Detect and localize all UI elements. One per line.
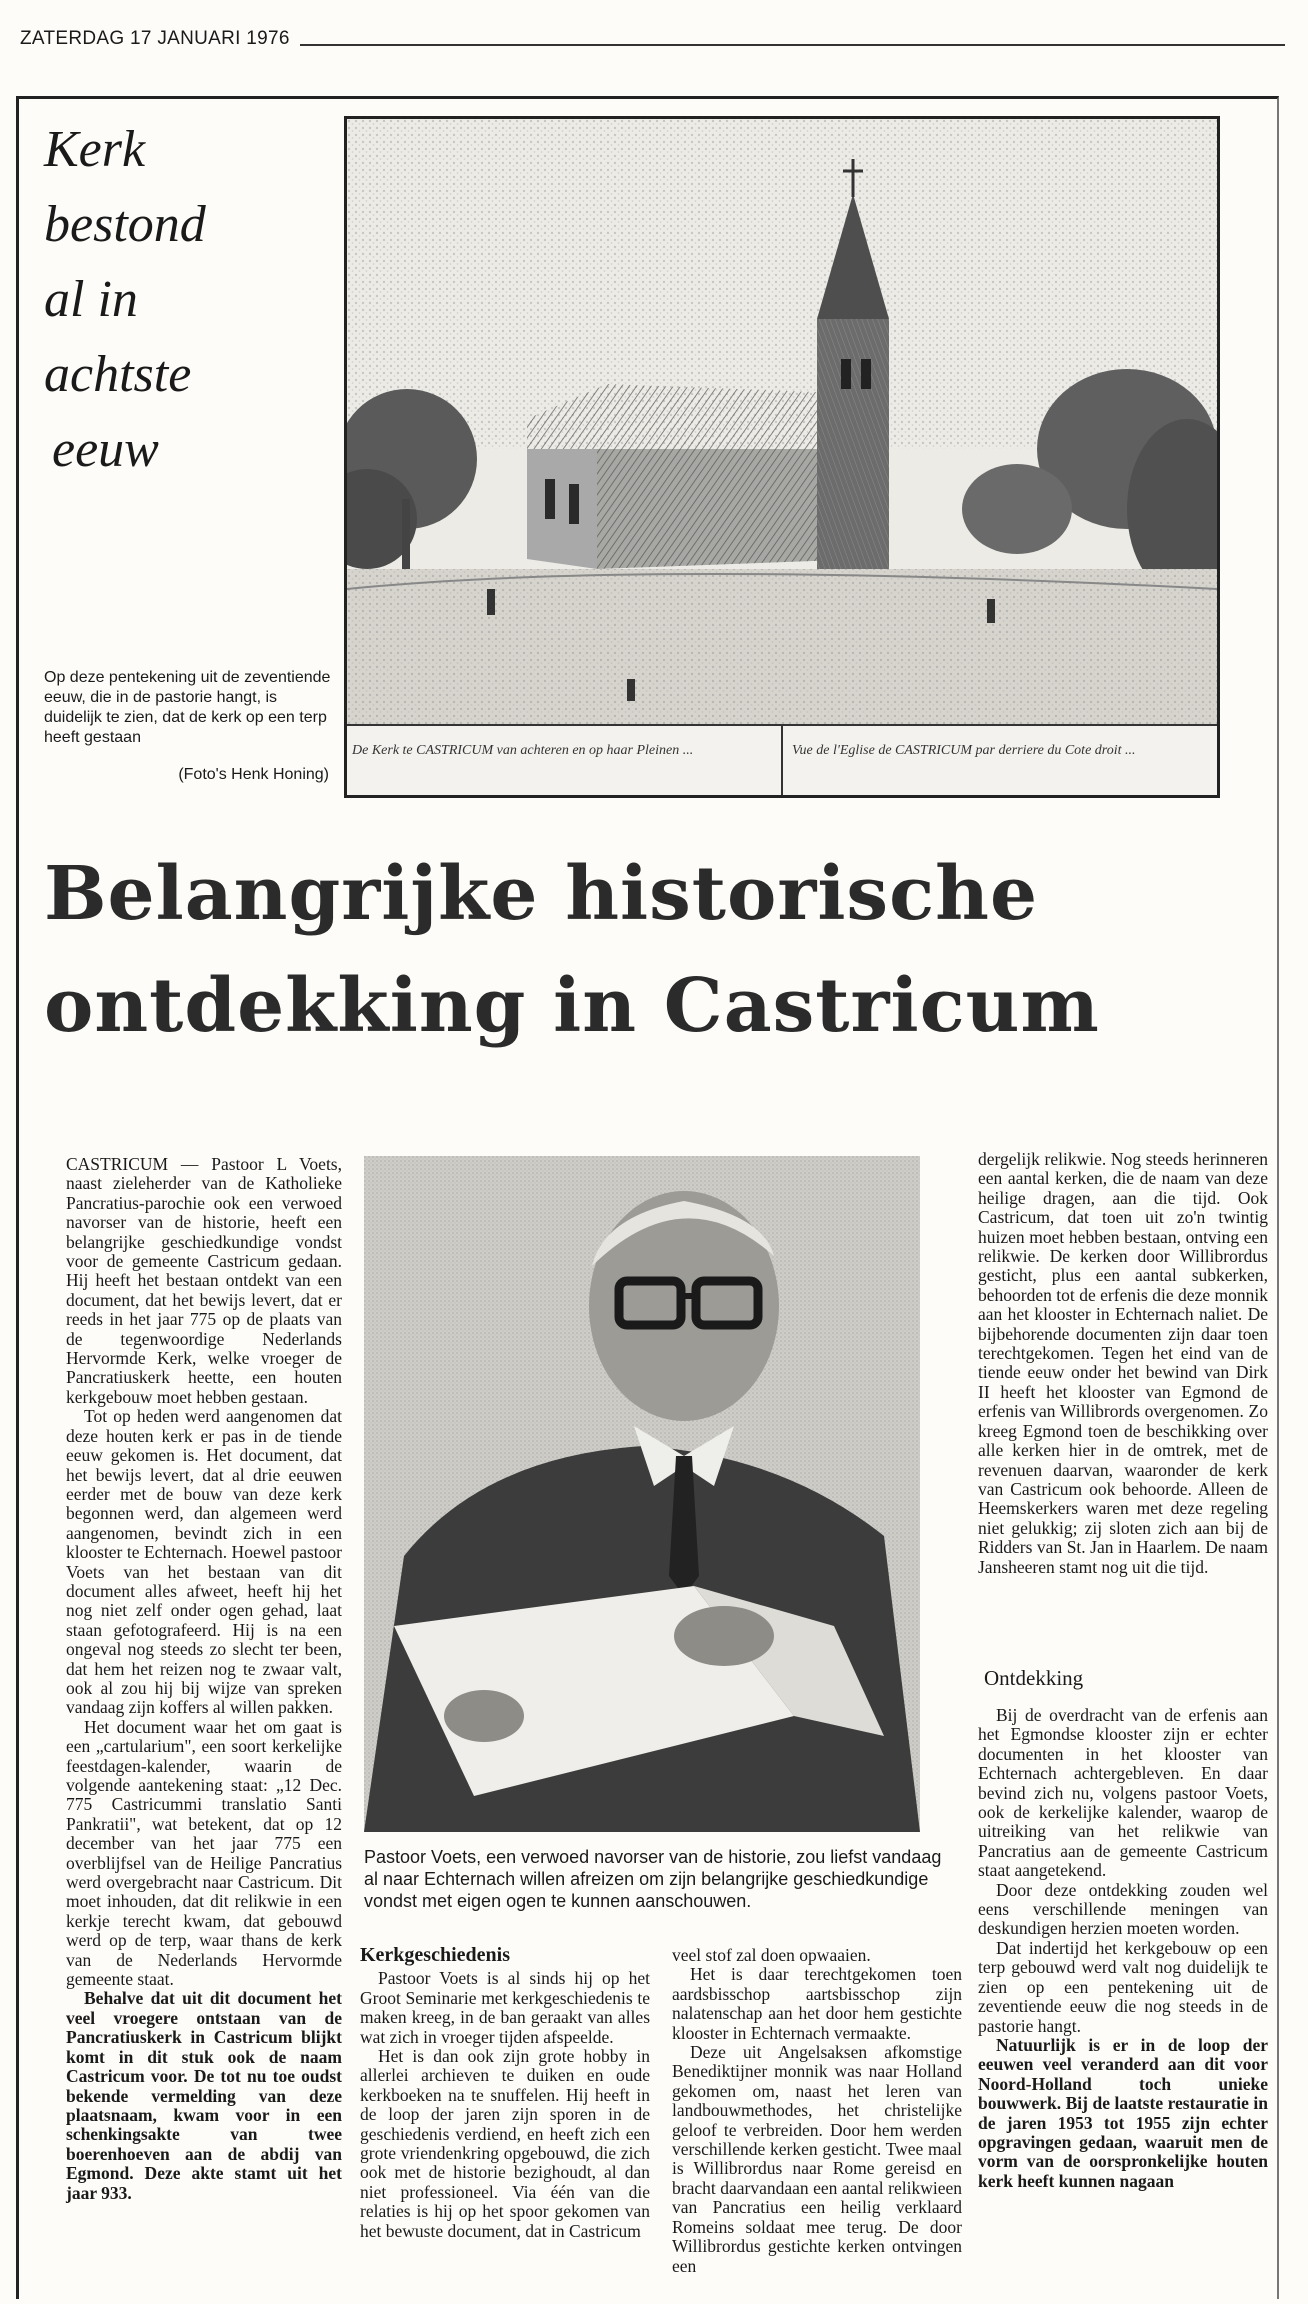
paragraph: veel stof zal doen opwaaien. xyxy=(672,1945,871,1965)
dateline-rule xyxy=(300,44,1285,46)
paragraph: Natuurlijk is er in de loop der eeuwen veel veranderd aan dit voor Noord-Holland toch unieke bouwwerk. Bij de laatste restauratie in de jaren 1953 tot 1955 zijn echter opgravingen gedaan, waaruit men de vorm van de oorspronkelijke houten kerk heeft kunnen nagaan xyxy=(978,2034,1268,2191)
paragraph: Tot op heden werd aangenomen dat deze houten kerk er pas in de tiende eeuw gekomen is. Het document, dat het bewijs levert, dat al drie eeuwen eerder met de bouw van deze kerk begonnen werd, dan algemeen werd aangenomen, bevindt zich in een klooster te Echternach. Hoewel pastoor Voets van het bestaan van dit document alles afweet, heeft hij het nog niet zelf onder ogen gehad, laat staan gefotografeerd. Hij is na een ongeval nog steeds zo slecht ter been, dat hem het reizen nog te zwaar valt, ook al zou hij bij wijze van spreken vandaag zijn koffers al willen pakken. xyxy=(66,1406,342,1718)
kicker xyxy=(44,112,304,487)
photo-credit: (Foto's Henk Honing) xyxy=(178,766,329,783)
subheading-kerkgeschiedenis: Kerkgeschiedenis xyxy=(360,1944,510,1966)
engraving-caption-right: Vue de l'Eglise de CASTRICUM par derriere du Cote droit ... xyxy=(792,743,1136,758)
article-column-4b xyxy=(978,1706,1268,2191)
headline-line: Belangrijke historische xyxy=(44,851,1039,937)
portrait-caption: Pastoor Voets, een verwoed navorser van de historie, zou liefst vandaag al naar Echternach willen afreizen om zijn belangrijke geschiedkundige vondst met eigen ogen te kunnen aanschouwen. xyxy=(364,1847,942,1911)
kicker-line: Kerk xyxy=(44,121,146,178)
article-column-1 xyxy=(66,1155,342,2203)
article-column-2 xyxy=(360,1946,650,2241)
paragraph: Behalve dat uit dit document het veel vroegere ontstaan van de Pancratiuskerk in Castricum blijkt komt in dit stuk ook de naam Castricum voor. De tot nu toe oudst bekende vermelding van deze plaatsnaam, kwam voor in een schenkingsakte van twee boerenhoeven aan de abdij van Egmond. Deze akte stamt uit het jaar 933. xyxy=(66,1988,342,2203)
paragraph: Pastoor Voets is al sinds hij op het Groot Seminarie met kerkgeschiedenis te maken kreeg, in de ban geraakt van alles wat zich in vroeger tijden afspeelde. xyxy=(360,1968,650,2047)
headline-line: ontdekking in Castricum xyxy=(44,963,1100,1049)
paragraph: Dat indertijd het kerkgebouw op een terp gebouwd werd valt nog duidelijk te zien op een pentekening uit de zeventiende eeuw die nog steeds in de pastorie hangt. xyxy=(978,1937,1268,2036)
engraving-caption-left: De Kerk te CASTRICUM van achteren en op haar Pleinen ... xyxy=(352,743,694,758)
paragraph: CASTRICUM — Pastoor L Voets, naast zieleherder van de Katholieke Pancratius-parochie ook een verwoed navorser van de historie, heeft een belangrijke geschiedkundige vondst voor de gemeente Castricum gedaan. Hij heeft het bestaan ontdekt van een document, dat het bewijs levert, dat er reeds in het jaar 775 op de plaats van de tegenwoordige Nederlands Hervormde Kerk, welke vroeger de Pancratiuskerk heette, een houten kerkgebouw moet hebben gestaan. xyxy=(66,1154,342,1407)
engraving-caption: Op deze pentekening uit de zeventiende eeuw, die in de pastorie hangt, is duidelijk te zien, dat de kerk op een terp heeft gestaan xyxy=(44,669,331,746)
paragraph: Het is daar terechtgekomen toen aardsbisschop aartsbisschop zijn nalatenschap aan het door hem gestichte klooster in Echternach vermaakte. xyxy=(672,1964,962,2043)
paragraph: Deze uit Angelsaksen afkomstige Benediktijner monnik was naar Holland gekomen om, naast het leren van landbouwmethodes, het christelijke geloof te verbreiden. Door hem werden verschillende kerken gesticht. Twee maal is Willibrordus naar Rome gereisd en bracht daarvandaan een aantal relikwieen van Pancratius een heilig verklaard Romeins soldaat mee terug. De door Willibrordus gestichte kerken ontvingen een xyxy=(672,2042,962,2276)
paragraph: Door deze ontdekking zouden wel eens verschillende meningen van deskundigen herzien moeten worden. xyxy=(978,1879,1268,1939)
headline xyxy=(44,838,1274,1062)
kicker-line: al in xyxy=(44,271,138,328)
kicker-line: eeuw xyxy=(52,421,159,478)
paragraph: Het is dan ook zijn grote hobby in allerlei archieven te duiken en oude kerkboeken na te snuffelen. Hij heeft in de loop der jaren zijn sporen in de geschiedenis verdiend, en heeft zich een grote vriendenkring opgebouwd, die zich ook met de historie bezighoudt, al dan niet professioneel. Via één van die relaties is hij op het spoor gekomen van het bewuste document, dat in Castricum xyxy=(360,2046,650,2241)
dateline: ZATERDAG 17 JANUARI 1976 xyxy=(20,28,290,49)
kicker-line: achtste xyxy=(44,346,192,403)
portrait-photo xyxy=(364,1156,920,1832)
paragraph: Het document waar het om gaat is een „cartularium", een soort kerkelijke feestdagen-kalender, waarin de volgende aantekening staat: „12 Dec. 775 Castricummi translatio Santi Pankratii", wat betekent, dat op 12 december van het jaar 775 een overblijfsel van de Heilige Pancratius werd overgebracht naar Castricum. Dit moet inhouden, dat dit relikwie in een kerkje terecht kwam, dat gebouwd werd op de terp, waar thans de kerk van de Nederlands Hervormde gemeente staat. xyxy=(66,1716,342,1990)
subheading-ontdekking: Ontdekking xyxy=(984,1666,1084,1690)
kicker-line: bestond xyxy=(44,196,206,253)
article-column-4 xyxy=(978,1150,1268,1577)
paragraph: Bij de overdracht van de erfenis aan het Egmondse klooster zijn er echter documenten in het klooster van Echternach achtergebleven. En daar bevind zich nu, volgens pastoor Voets, ook de kerkelijke kalender, waarop de uitreiking van het relikwie van Pancratius aan de gemeente Castricum staat aangetekend. xyxy=(978,1705,1268,1881)
church-engraving xyxy=(344,116,1220,798)
article-column-3 xyxy=(672,1946,962,2276)
paragraph: dergelijk relikwie. Nog steeds herinneren een aantal kerken, die de naam van deze heilige dragen, aan die tijd. Ook Castricum, dat toen uit zo'n twintig huizen moet hebben bestaan, ontving een relikwie. De kerken door Willibrordus gesticht, plus een aantal subkerken, behoorden tot de erfenis die deze monnik aan het klooster in Echternach naliet. De bijbehorende documenten zijn daar toen terechtgekomen. Tegen het eind van de tiende eeuw onder het bewind van Dirk II heeft het klooster van Egmond de erfenis van Willibrords overgenomen. Zo kreeg Egmond toen de beschikking over alle kerken hier in de omtrek, met de revenuen daarvan, waaronder de kerk van Castricum ook behoorde. Alleen de Heemskerkers waren met deze regeling niet gelukkig; zij sloten zich aan bij de Ridders van St. Jan in Haarlem. De naam Jansheeren stamt nog uit die tijd. xyxy=(978,1149,1268,1577)
